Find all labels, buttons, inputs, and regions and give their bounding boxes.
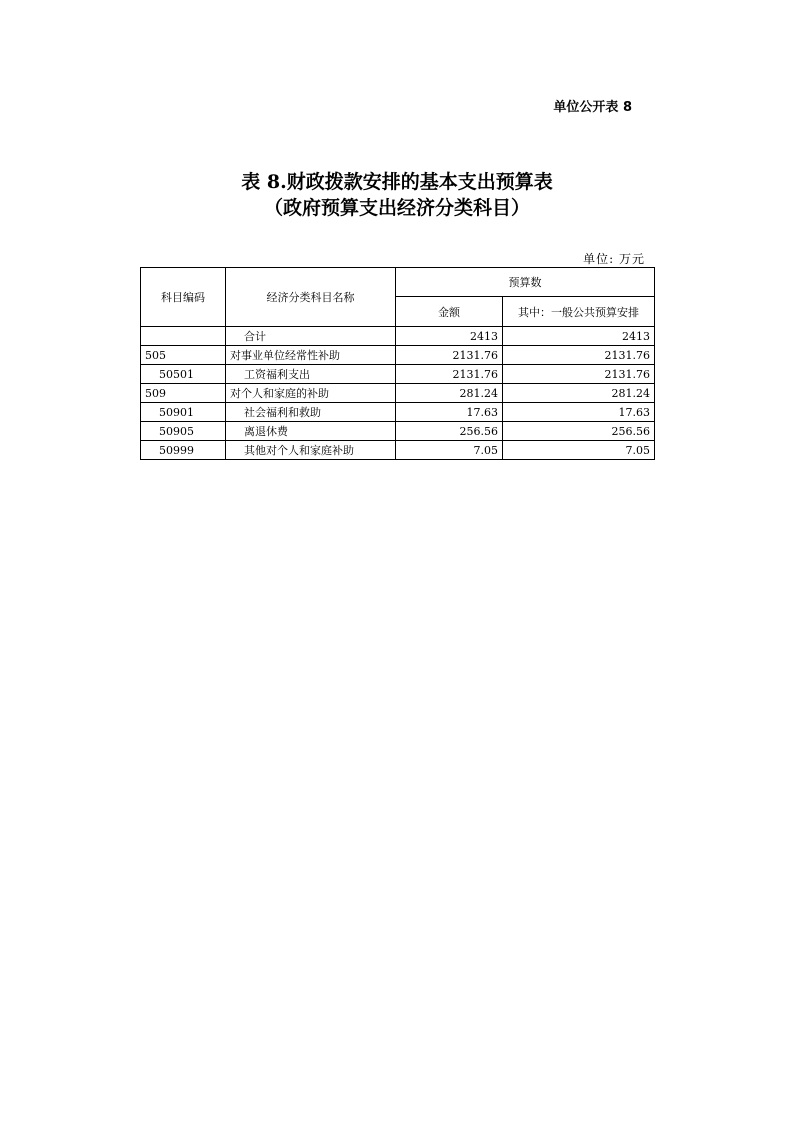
document-label: 单位公开表 8 <box>553 100 632 115</box>
unit-label: 单位: 万元 <box>583 252 645 266</box>
cell-general: 281.24 <box>503 384 655 403</box>
cell-code: 50501 <box>141 365 226 384</box>
cell-name: 离退休费 <box>226 422 396 441</box>
cell-code: 50999 <box>141 441 226 460</box>
cell-general: 2131.76 <box>503 346 655 365</box>
table-row <box>141 422 655 441</box>
table-title: 表 8.财政拨款安排的基本支出预算表 <box>241 171 553 193</box>
cell-amount: 2131.76 <box>396 365 503 384</box>
table-row <box>141 384 655 403</box>
cell-name: 其他对个人和家庭补助 <box>226 441 396 460</box>
cell-amount: 7.05 <box>396 441 503 460</box>
cell-amount: 281.24 <box>396 384 503 403</box>
cell-general: 7.05 <box>503 441 655 460</box>
header-general: 其中：一般公共预算安排 <box>503 297 655 327</box>
cell-amount: 17.63 <box>396 403 503 422</box>
cell-amount: 2131.76 <box>396 346 503 365</box>
cell-code: 50905 <box>141 422 226 441</box>
table-subtitle: （政府预算支出经济分类科目） <box>263 197 530 219</box>
cell-name: 对个人和家庭的补助 <box>226 384 396 403</box>
header-budget: 预算数 <box>396 268 655 297</box>
cell-general: 2413 <box>503 327 655 346</box>
table-row <box>141 403 655 422</box>
header-amount: 金额 <box>396 297 503 327</box>
header-row <box>141 268 655 297</box>
cell-name: 工资福利支出 <box>226 365 396 384</box>
cell-code <box>141 327 226 346</box>
cell-general: 2131.76 <box>503 365 655 384</box>
cell-general: 256.56 <box>503 422 655 441</box>
table-row <box>141 346 655 365</box>
cell-name: 社会福利和救助 <box>226 403 396 422</box>
header-code: 科目编码 <box>141 268 226 327</box>
table-row <box>141 327 655 346</box>
cell-name: 对事业单位经常性补助 <box>226 346 396 365</box>
cell-code: 509 <box>141 384 226 403</box>
budget-table <box>140 267 655 460</box>
cell-general: 17.63 <box>503 403 655 422</box>
header-name: 经济分类科目名称 <box>226 268 396 327</box>
cell-code: 505 <box>141 346 226 365</box>
cell-amount: 2413 <box>396 327 503 346</box>
cell-amount: 256.56 <box>396 422 503 441</box>
cell-name: 合计 <box>226 327 396 346</box>
table-row <box>141 441 655 460</box>
table-row <box>141 365 655 384</box>
cell-code: 50901 <box>141 403 226 422</box>
